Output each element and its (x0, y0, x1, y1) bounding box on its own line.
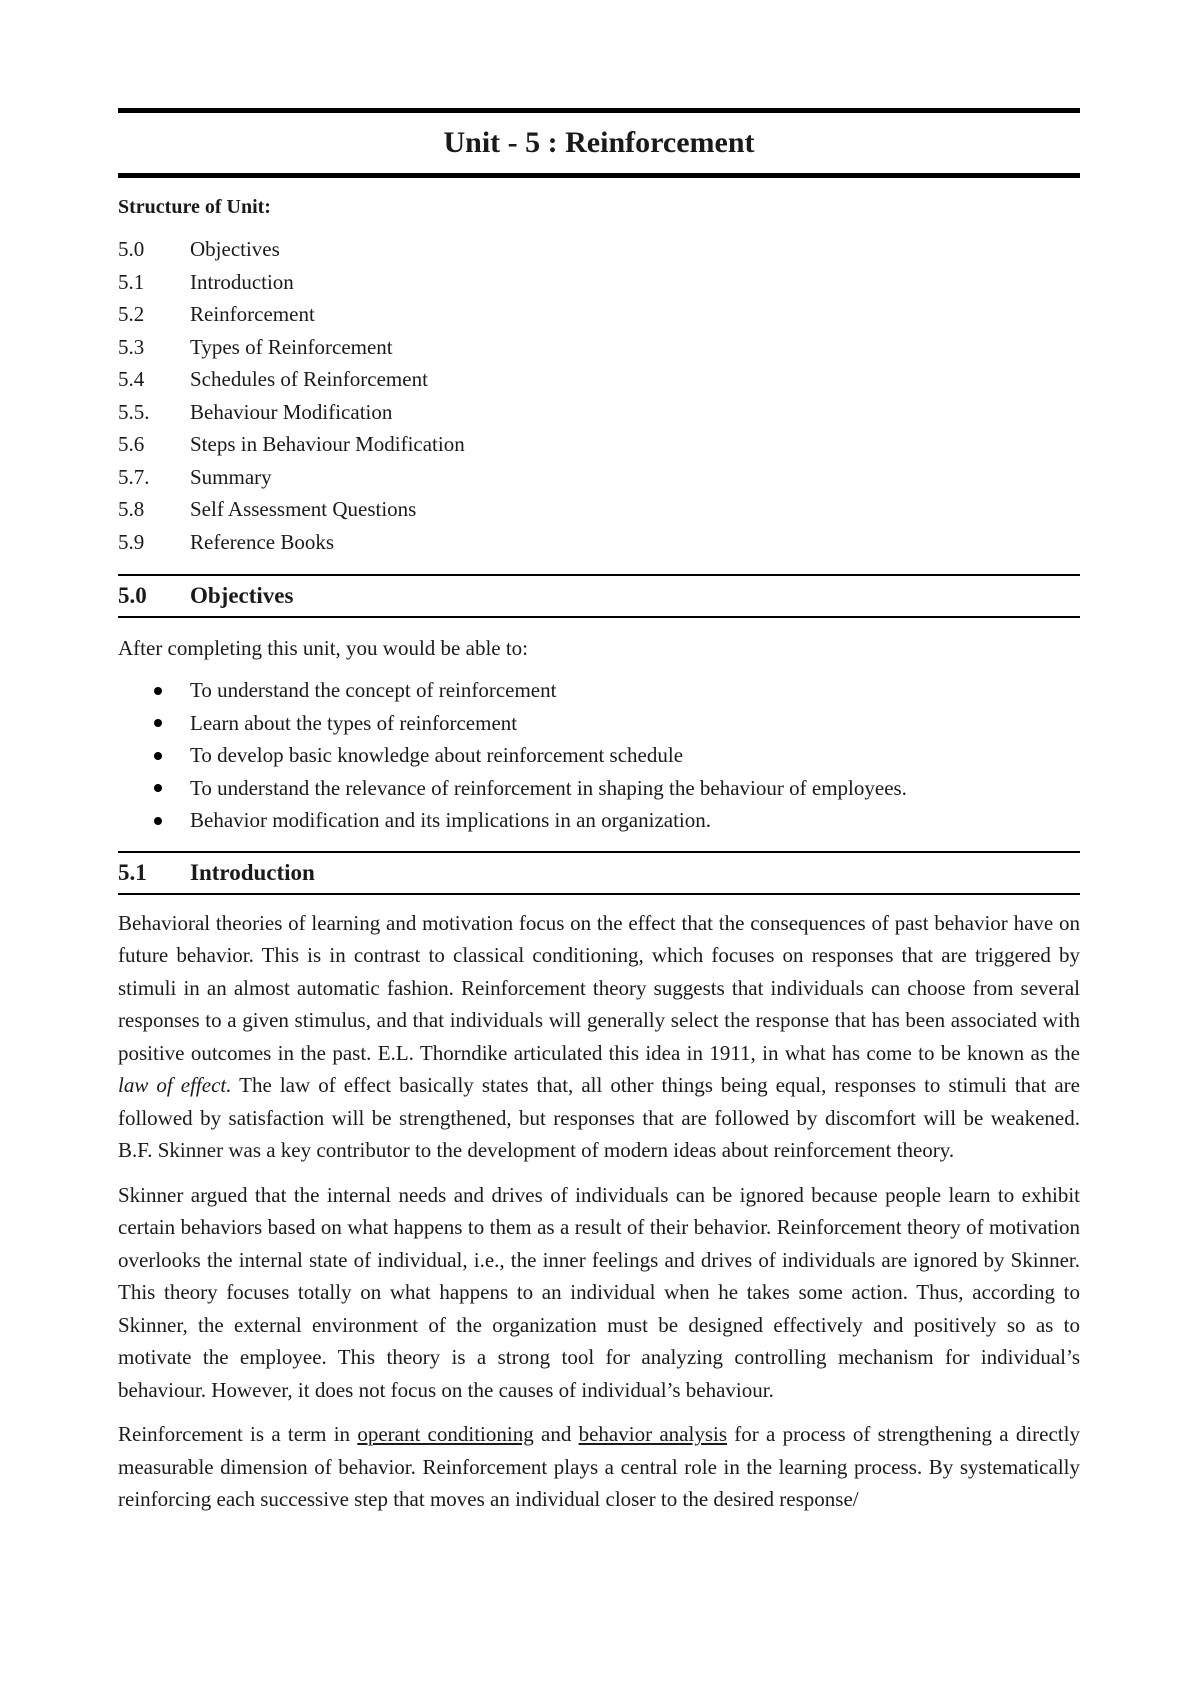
toc-label: Reinforcement (190, 302, 315, 326)
toc-item (118, 493, 1080, 526)
objectives-lead: After completing this unit, you would be able to: (118, 636, 529, 660)
bullet-icon (118, 804, 190, 837)
introduction-paragraph-3 (118, 1418, 1080, 1516)
list-item (118, 804, 1080, 837)
toc-label: Steps in Behaviour Modification (190, 432, 465, 456)
paragraph-text: The law of effect basically states that, all other things being equal, responses to stimuli that are followed by satisfaction will be strengthened, but responses that are followed by discomfort will be weakened. B.F. Skinner was a key contributor to the development of modern ideas about reinforcement theory. (118, 1073, 1080, 1162)
toc-number: 5.7. (118, 464, 150, 489)
title-bottom-rule (118, 173, 1080, 178)
toc-item (118, 461, 1080, 494)
toc-number: 5.4 (118, 367, 145, 391)
section-number: 5.1 (118, 859, 147, 885)
toc-label: Types of Reinforcement (190, 334, 393, 359)
list-item (118, 674, 1080, 707)
list-item-text: To understand the concept of reinforcement (190, 678, 557, 702)
document-page (118, 108, 1080, 1528)
structure-heading: Structure of Unit: (118, 196, 271, 218)
unit-title: Unit - 5 : Reinforcement (443, 126, 755, 159)
toc-item (118, 298, 1080, 331)
bullet-icon (118, 674, 190, 707)
toc-item (118, 266, 1080, 299)
toc-number: 5.8 (118, 497, 145, 521)
toc-number: 5.9 (118, 529, 145, 554)
toc-item (118, 428, 1080, 461)
section-title: Introduction (190, 859, 315, 885)
bullet-icon (118, 739, 190, 772)
list-item (118, 707, 1080, 740)
behavior-analysis-link[interactable]: behavior analysis (578, 1422, 727, 1446)
toc-label: Behaviour Modification (190, 399, 393, 424)
toc-label: Reference Books (190, 529, 335, 554)
list-item (118, 772, 1080, 805)
section-title: Objectives (190, 583, 294, 608)
paragraph-text: for a process of strengthening a directly measurable dimension of behavior. Reinforcement plays a central role in the learning process. By systematically reinforcing each successive step that moves an individual closer to the desired response/ (118, 1422, 1080, 1511)
bullet-icon (118, 707, 190, 740)
list-item-text: Behavior modification and its implications in an organization. (190, 808, 712, 832)
toc-item (118, 396, 1080, 429)
toc-label: Introduction (190, 269, 294, 294)
law-of-effect-term: law of effect. (118, 1073, 232, 1097)
title-top-rule (118, 108, 1080, 113)
bullet-icon (118, 772, 190, 805)
section-heading-objectives (118, 574, 1080, 618)
toc-number: 5.1 (118, 269, 145, 294)
introduction-paragraph-2: Skinner argued that the internal needs and drives of individuals can be ignored because people learn to exhibit certain behaviors based on what happens to them as a result of their behavior. Reinforcement theory of motivation overlooks the internal state of individual, i.e., the inner feelings and drives of individuals are ignored by Skinner. This theory focuses totally on what happens to an individual when he takes some action. Thus, according to Skinner, the external environment of the organization must be designed effectively and positively so as to motivate the employee. This theory is a strong tool for analyzing controlling mechanism for individual’s behaviour. However, it does not focus on the causes of individual’s behaviour. (118, 1182, 1080, 1402)
toc-number: 5.0 (118, 237, 145, 261)
section-number: 5.0 (118, 583, 147, 608)
list-item-text: To understand the relevance of reinforcement in shaping the behaviour of employees. (190, 775, 907, 800)
toc-item (118, 526, 1080, 559)
toc-item (118, 363, 1080, 396)
toc-number: 5.5. (118, 399, 150, 424)
paragraph-text: Behavioral theories of learning and motivation focus on the effect that the consequences of past behavior have on future behavior. This is in contrast to classical conditioning, which focuses on responses that are triggered by stimuli in an almost automatic fashion. Reinforcement theory suggests that individuals can choose from several responses to a given stimulus, and that individuals will generally select the response that has been associated with positive outcomes in the past. E.L. Thorndike articulated this idea in 1911, in what has come to be known as the (118, 910, 1080, 1065)
toc-number: 5.6 (118, 432, 145, 456)
list-item-text: Learn about the types of reinforcement (190, 710, 518, 735)
paragraph-text: Reinforcement is a term in (118, 1422, 358, 1446)
operant-conditioning-link[interactable]: operant conditioning (357, 1422, 534, 1446)
toc-label: Self Assessment Questions (190, 497, 417, 521)
toc-number: 5.3 (118, 334, 145, 359)
list-item-text: To develop basic knowledge about reinforcement schedule (190, 743, 684, 767)
toc-number: 5.2 (118, 302, 145, 326)
toc-label: Schedules of Reinforcement (190, 367, 428, 391)
toc-item (118, 233, 1080, 266)
list-item (118, 739, 1080, 772)
toc-item (118, 331, 1080, 364)
table-of-contents (118, 233, 1080, 558)
toc-label: Summary (190, 464, 272, 489)
toc-label: Objectives (190, 237, 280, 261)
introduction-paragraph-1 (118, 907, 1080, 1167)
paragraph-text: and (533, 1422, 579, 1446)
section-heading-introduction (118, 851, 1080, 895)
objectives-list (118, 674, 1080, 837)
